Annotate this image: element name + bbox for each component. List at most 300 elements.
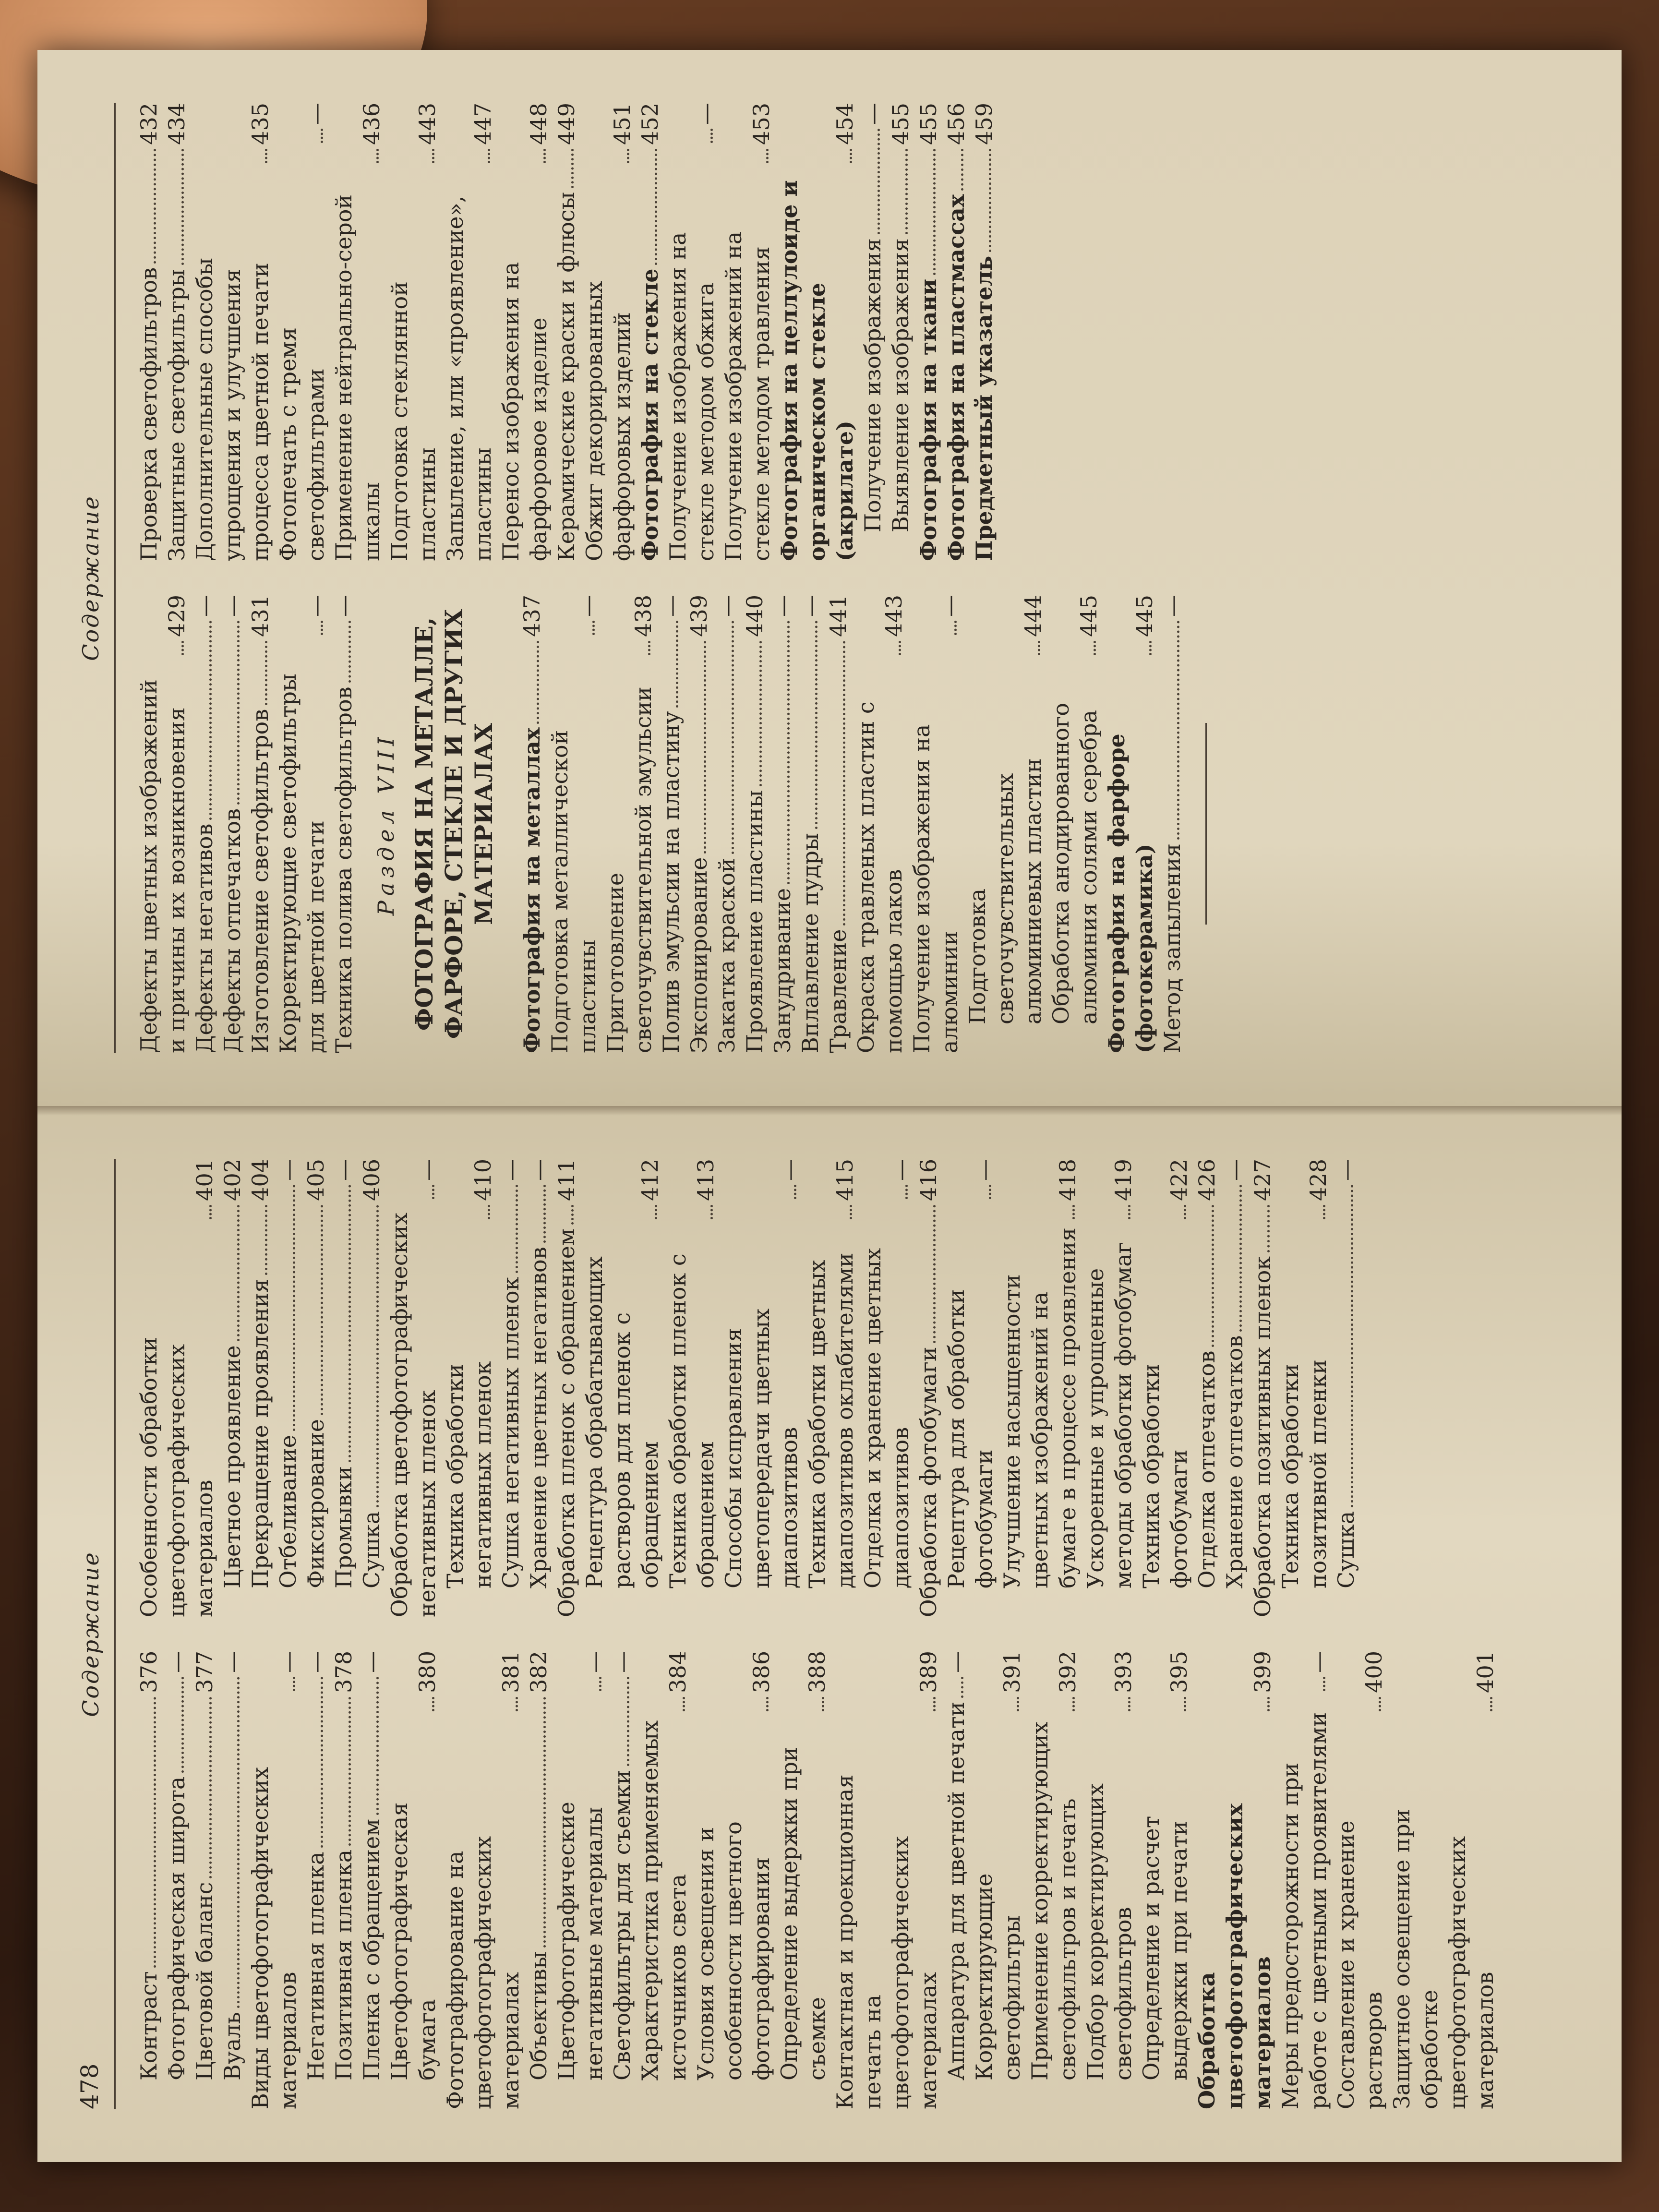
toc-entry-page: — xyxy=(219,595,245,617)
toc-entry xyxy=(497,103,553,561)
toc-entry-title: Контактная и проекционная печать на цветофотографических материалах xyxy=(832,1774,941,2109)
leader-dots xyxy=(154,1697,156,1968)
toc-entry xyxy=(601,595,657,1053)
toc-entry-page: 443 xyxy=(414,103,440,145)
toc-entry-page: — xyxy=(498,1159,524,1181)
leader-dots xyxy=(1017,1697,1019,1711)
leader-dots xyxy=(265,641,267,705)
toc-entry-page: 439 xyxy=(686,595,712,637)
toc-entry-title: Сушка xyxy=(359,1511,385,1588)
leader-dots xyxy=(237,1205,240,1342)
toc-entry-title: Аппаратура для цветной печати xyxy=(943,1701,969,2080)
toc-entry-title: Применение нейтрально-серой шкалы xyxy=(331,194,385,561)
toc-entry-title: Рецептура для обработки фотобумаги xyxy=(943,1289,997,1588)
leader-dots xyxy=(209,621,212,820)
toc-entry-page: — xyxy=(303,1651,329,1673)
leader-dots xyxy=(181,641,184,655)
leader-dots xyxy=(321,129,323,143)
leader-dots xyxy=(321,1205,323,1415)
toc-entry xyxy=(970,103,998,561)
leader-dots xyxy=(766,149,769,163)
toc-column xyxy=(135,1159,1499,1617)
toc-entry-title: Получение изображений на стекле методом травления xyxy=(721,231,774,561)
leader-dots xyxy=(516,1697,518,1711)
toc-entry-page: — xyxy=(1305,1651,1331,1673)
toc-entry-title: Подготовка металлической пластины xyxy=(547,730,601,1053)
toc-entry xyxy=(963,595,1047,1053)
toc-entry-title: Подготовка стеклянной пластины xyxy=(386,281,440,561)
toc-entry-title: Меры предосторожности при работе с цветными проявителями xyxy=(1277,1712,1331,2109)
toc-entry-page: 402 xyxy=(219,1159,245,1201)
leader-dots xyxy=(265,149,267,163)
toc-entry-title: Перенос изображения на фарфоровое изделие xyxy=(498,262,552,561)
toc-entry-title: Корректирующие светофильтры xyxy=(971,1873,1025,2080)
toc-column xyxy=(135,103,1226,561)
toc-entry xyxy=(441,103,497,561)
toc-entry-page: — xyxy=(797,595,823,617)
toc-entry-title: Корректирующие светофильтры для цветной печати xyxy=(275,673,329,1053)
toc-entry-page: 378 xyxy=(331,1651,357,1693)
toc-entry xyxy=(580,1159,664,1617)
toc-entry-page: 436 xyxy=(359,103,385,145)
leader-dots xyxy=(704,641,706,854)
leader-dots xyxy=(537,641,539,724)
toc-entry xyxy=(914,103,942,561)
toc-column xyxy=(135,1651,1499,2109)
leader-dots xyxy=(599,1677,601,1691)
toc-entry-page: 392 xyxy=(1055,1651,1081,1693)
toc-entry xyxy=(831,1651,942,2109)
leader-dots xyxy=(543,1697,546,1948)
leader-dots xyxy=(181,1677,184,1773)
leader-dots xyxy=(905,149,908,234)
toc-entry-page: — xyxy=(331,595,357,617)
toc-entry xyxy=(385,1651,441,2109)
toc-entry xyxy=(1193,1651,1276,2109)
toc-entry-page: 452 xyxy=(637,103,663,145)
toc-entry-page: 412 xyxy=(637,1159,663,1201)
toc-entry-page: — xyxy=(526,1159,552,1181)
toc-entry-title: Цветовой баланс xyxy=(192,1882,217,2080)
toc-entry-page: — xyxy=(303,595,329,617)
toc-entry xyxy=(1137,1159,1193,1617)
toc-entry-page: 388 xyxy=(804,1651,830,1693)
leader-dots xyxy=(1072,1697,1075,1711)
leader-dots xyxy=(822,1697,824,1711)
toc-entry-title: Фиксирование xyxy=(303,1419,329,1588)
toc-entry-title: Фотография на металлах xyxy=(519,727,545,1053)
leader-dots xyxy=(321,621,323,635)
toc-entry-title: Рецептура обрабатывающих растворов для пленок с обращением xyxy=(581,1256,663,1588)
toc-entry xyxy=(803,1159,859,1617)
toc-entry-title: Характеристика применяемых источников света xyxy=(637,1720,691,2080)
toc-entry xyxy=(1332,1159,1360,1617)
toc-entry-page: 426 xyxy=(1194,1159,1220,1201)
leader-dots xyxy=(1128,1697,1130,1711)
toc-entry-title: Фотография на пластмассах xyxy=(943,194,969,561)
leader-dots xyxy=(265,1205,267,1275)
toc-entry-title: Фотографическая широта xyxy=(164,1776,190,2080)
toc-entry-page: 401 xyxy=(192,1159,217,1201)
leader-dots xyxy=(571,1205,574,1225)
leader-dots xyxy=(843,641,845,926)
toc-entry-page: 404 xyxy=(247,1159,273,1201)
toc-entry-page: 393 xyxy=(1110,1651,1136,1693)
toc-entry xyxy=(518,595,546,1053)
toc-entry xyxy=(998,1159,1082,1617)
toc-entry-title: Обработка цветофотографических негативных пленок xyxy=(386,1213,440,1617)
toc-entry xyxy=(796,595,824,1053)
toc-entry-page: — xyxy=(943,1651,969,1673)
toc-entry xyxy=(908,595,963,1053)
toc-entry xyxy=(441,1159,497,1617)
toc-entry xyxy=(657,595,685,1053)
toc-entry-page: — xyxy=(693,103,719,125)
toc-entry-page: — xyxy=(275,1651,301,1673)
leader-dots xyxy=(237,1677,240,2008)
leader-dots xyxy=(376,1205,379,1507)
toc-entry xyxy=(525,1159,553,1617)
toc-entry-page: — xyxy=(776,1159,802,1181)
running-title: Содержание xyxy=(78,495,104,661)
toc-entry-page: 377 xyxy=(192,1651,217,1693)
leader-dots xyxy=(794,1185,796,1199)
toc-entry xyxy=(1332,1651,1388,2109)
toc-entry-page: 435 xyxy=(247,103,273,145)
leader-dots xyxy=(710,1205,713,1219)
toc-entry-title: Фотографирование на цветофотографических материалах xyxy=(442,1836,524,2109)
toc-entry xyxy=(302,1159,330,1617)
leader-dots xyxy=(488,149,490,163)
toc-entry-title: Объективы xyxy=(526,1951,552,2080)
leader-dots xyxy=(571,149,574,188)
toc-entry-page: — xyxy=(658,595,684,617)
toc-entry-title: Дефекты отпечатков xyxy=(219,808,245,1053)
toc-entry-title: Подбор корректирующих светофильтров xyxy=(1082,1783,1136,2080)
toc-column xyxy=(135,595,358,1053)
end-rule xyxy=(1205,723,1207,925)
toc-entry xyxy=(636,1651,692,2109)
toc-entry-title: Изготовление светофильтров xyxy=(247,709,273,1053)
leader-dots xyxy=(488,1205,490,1219)
leader-dots xyxy=(1323,1677,1325,1691)
toc-entry-page: — xyxy=(303,103,329,125)
toc-entry-title: Выявление изображения xyxy=(888,238,914,532)
toc-entry-page: 453 xyxy=(748,103,774,145)
toc-entry xyxy=(441,1651,525,2109)
toc-entry-page: 429 xyxy=(164,595,190,637)
toc-entry xyxy=(741,595,769,1053)
toc-entry-page: 422 xyxy=(1166,1159,1192,1201)
running-title: Содержание xyxy=(78,1551,104,1717)
toc-entry-page: 391 xyxy=(999,1651,1025,1693)
toc-entry-title: Пленка с обращением xyxy=(359,1819,385,2080)
toc-entry-page: 454 xyxy=(832,103,858,145)
toc-entry-page: — xyxy=(575,595,601,617)
leader-dots xyxy=(1239,1185,1242,1332)
right-page-header xyxy=(71,103,116,1053)
leader-dots xyxy=(592,621,595,635)
leader-dots xyxy=(954,621,957,635)
toc-entry-page: — xyxy=(359,1651,385,1673)
toc-entry-title: Определение и расчет выдержки при печати xyxy=(1138,1815,1192,2080)
toc-entry xyxy=(1082,1159,1137,1617)
toc-entry-title: Негативная пленка xyxy=(303,1851,329,2080)
leader-dots xyxy=(543,149,546,163)
toc-entry xyxy=(1193,1159,1221,1617)
toc-entry xyxy=(914,1159,942,1617)
toc-entry-page: 384 xyxy=(665,1651,691,1693)
toc-entry-page: 428 xyxy=(1305,1159,1331,1201)
leader-dots xyxy=(961,149,963,191)
left-page-header xyxy=(71,1159,116,2109)
toc-entry-title: Промывки xyxy=(331,1466,357,1588)
leader-dots xyxy=(432,149,434,163)
toc-entry-title: Сушка xyxy=(1333,1511,1359,1588)
toc-entry-title: Виды цветофотографических материалов xyxy=(247,1767,301,2109)
toc-entry-title: Контраст xyxy=(136,1971,162,2080)
toc-entry-page: — xyxy=(888,1159,914,1181)
toc-entry-page: — xyxy=(1222,1159,1248,1181)
toc-entry-page: 448 xyxy=(526,103,552,145)
toc-entry-title: Фотография на стекле xyxy=(637,268,663,561)
leader-dots xyxy=(349,1697,351,1846)
leader-dots xyxy=(655,1205,657,1219)
toc-entry-page: 406 xyxy=(359,1159,385,1201)
leader-dots xyxy=(627,149,629,163)
toc-entry-page: 427 xyxy=(1250,1159,1275,1201)
toc-entry-title: Керамические краски и флюсы xyxy=(553,192,579,561)
toc-entry-title: Прекращение проявления xyxy=(247,1278,273,1588)
toc-entry-title: Занудривание xyxy=(769,888,795,1053)
toc-entry-page: 401 xyxy=(1472,1651,1498,1693)
toc-entry xyxy=(664,103,720,561)
toc-entry xyxy=(191,595,218,1053)
toc-entry-title: Хранение отпечатков xyxy=(1222,1335,1248,1588)
toc-entry-title: Проявление пластины xyxy=(742,790,768,1053)
toc-entry-title: Техника обработки фотобумаги xyxy=(1138,1363,1192,1588)
toc-entry-page: 415 xyxy=(832,1159,858,1201)
toc-entry-page: — xyxy=(769,595,795,617)
toc-entry xyxy=(775,1651,831,2109)
leader-dots xyxy=(850,149,852,163)
leader-dots xyxy=(1323,1205,1325,1219)
toc-entry-title: Дефекты негативов xyxy=(192,823,217,1053)
toc-entry-page: 431 xyxy=(247,595,273,637)
toc-entry xyxy=(1137,1651,1193,2109)
toc-entry xyxy=(824,595,852,1053)
section-label: Раздел VIII xyxy=(373,732,399,916)
leader-dots xyxy=(321,1677,323,1848)
toc-entry-page: — xyxy=(937,595,962,617)
leader-dots xyxy=(1379,1697,1381,1711)
leader-dots xyxy=(759,641,762,786)
toc-entry xyxy=(497,1159,525,1617)
toc-entry-title: Определение выдержки при съемке xyxy=(776,1747,830,2080)
toc-entry-title: Вплавление пудры xyxy=(797,833,823,1053)
section-title: ФОТОГРАФИЯ НА МЕТАЛЛЕ, ФАРФОРЕ, СТЕКЛЕ И ДРУГИХ МАТЕРИАЛАХ xyxy=(410,609,498,1039)
leader-dots xyxy=(181,149,184,265)
toc-entry-title: Метод запыления xyxy=(1159,843,1185,1053)
toc-entry xyxy=(274,103,330,561)
toc-entry-title: Полив эмульсии на пластину xyxy=(658,711,684,1053)
toc-entry-page: 434 xyxy=(164,103,190,145)
leader-dots xyxy=(655,149,657,265)
leader-dots xyxy=(1128,1205,1130,1219)
toc-entry-title: Отделка и хранение цветных диапозитивов xyxy=(860,1248,914,1588)
toc-entry xyxy=(720,1159,803,1617)
toc-entry-page: — xyxy=(1159,595,1185,617)
toc-entry-title: Обработка цветофотографических материалов xyxy=(1194,1803,1275,2109)
leader-dots xyxy=(1490,1697,1492,1711)
toc-entry-page: 376 xyxy=(136,1651,162,1693)
toc-entry xyxy=(942,103,970,561)
toc-entry-title: Запыление, или «проявление», пластины xyxy=(442,195,496,561)
toc-entry-title: Хранение цветных негативов xyxy=(526,1247,552,1588)
leader-dots xyxy=(899,641,901,655)
leader-dots xyxy=(710,129,713,143)
leader-dots xyxy=(1184,1205,1186,1219)
toc-entry xyxy=(330,1651,358,2109)
toc-entry-page: 438 xyxy=(630,595,656,637)
leader-dots xyxy=(1094,641,1096,655)
toc-entry xyxy=(692,1651,775,2109)
toc-entry xyxy=(775,103,859,561)
page-number: 478 xyxy=(76,2063,104,2109)
toc-entry xyxy=(546,595,601,1053)
leader-dots xyxy=(683,1697,685,1711)
toc-entry xyxy=(1276,1651,1332,2109)
toc-entry-title: Особенности обработки цветофотографических материалов xyxy=(136,1336,217,1617)
toc-entry-page: — xyxy=(971,1159,997,1181)
toc-entry-title: Обработка пленок с обращением xyxy=(553,1228,579,1617)
leader-dots xyxy=(432,1697,434,1711)
leader-dots xyxy=(1212,1205,1214,1347)
toc-entry xyxy=(1103,595,1158,1053)
toc-entry xyxy=(1047,595,1103,1053)
leader-dots xyxy=(376,1677,379,1815)
leader-dots xyxy=(1267,1205,1270,1252)
toc-entry-title: Получение изображения на стекле методом обжига xyxy=(665,232,719,561)
toc-entry xyxy=(246,595,274,1053)
leader-dots xyxy=(815,621,817,829)
toc-entry xyxy=(246,1651,302,2109)
toc-entry-title: Предметный указатель xyxy=(971,255,997,561)
toc-entry-title: Дефекты цветных изображений и причины их возникновения xyxy=(136,679,190,1053)
toc-entry-page: 455 xyxy=(888,103,914,145)
toc-entry-title: Отделка отпечатков xyxy=(1194,1350,1220,1588)
toc-entry-title: Улучшение насыщенности цветных изображений на бумаге в процессе проявления xyxy=(999,1227,1081,1588)
leader-dots xyxy=(878,129,880,234)
leader-dots xyxy=(432,1185,434,1199)
toc-entry xyxy=(1388,1651,1499,2109)
toc-entry-page: 459 xyxy=(971,103,997,145)
toc-entry xyxy=(358,1159,385,1617)
toc-entry-title: Окраска травленых пластин с помощью лаков xyxy=(853,701,907,1053)
toc-entry-title: Обработка позитивных пленок xyxy=(1250,1256,1275,1617)
toc-entry xyxy=(246,1159,274,1617)
toc-column xyxy=(518,595,1186,1053)
toc-entry-title: Защитное освещение при обработке цветофотографических материалов xyxy=(1389,1809,1498,2109)
toc-entry xyxy=(859,1159,914,1617)
toc-entry-page: 399 xyxy=(1250,1651,1275,1693)
toc-entry-title: Способы исправления цветопередачи цветных диапозитивов xyxy=(721,1308,802,1588)
toc-entry xyxy=(713,595,741,1053)
toc-entry-page: — xyxy=(192,595,217,617)
leader-dots xyxy=(293,1185,295,1431)
toc-entry-title: Цветофотографические негативные материалы xyxy=(553,1802,607,2080)
toc-entry-page: 443 xyxy=(881,595,907,637)
leader-dots xyxy=(1038,641,1040,655)
toc-entry xyxy=(1082,1651,1137,2109)
leader-dots xyxy=(850,1205,852,1219)
toc-entry xyxy=(274,595,330,1053)
toc-entry-page: 405 xyxy=(303,1159,329,1201)
toc-entry-title: Цветное проявление xyxy=(219,1345,245,1588)
toc-entry-page: 437 xyxy=(519,595,545,637)
toc-entry xyxy=(664,1159,720,1617)
toc-entry-title: Фотография на целлулоиде и органическом стекле (акрилате) xyxy=(776,180,858,561)
toc-entry-page: — xyxy=(414,1159,440,1181)
toc-entry-title: Составление и хранение растворов xyxy=(1333,1820,1387,2109)
toc-entry-page: — xyxy=(860,103,886,125)
toc-entry-title: Закатка краской xyxy=(714,858,740,1053)
toc-entry-title: Подготовка светочувствительных алюминиевых пластин xyxy=(964,758,1046,1024)
toc-entry xyxy=(685,595,713,1053)
leader-dots xyxy=(905,1185,908,1199)
toc-entry xyxy=(1158,595,1186,1053)
right-page xyxy=(37,50,1622,1106)
leader-dots xyxy=(627,1677,629,1766)
leader-dots xyxy=(1072,1205,1075,1219)
toc-entry-title: Фотография на ткани xyxy=(915,278,941,561)
toc-entry xyxy=(553,103,580,561)
leader-dots xyxy=(933,149,936,275)
leader-dots xyxy=(349,1185,351,1462)
leader-dots xyxy=(787,621,790,884)
toc-entry-title: Защитные светофильтры xyxy=(164,269,190,561)
toc-entry xyxy=(330,1159,358,1617)
toc-entry-title: Техника обработки цветных диапозитивов оклабителями xyxy=(804,1252,858,1588)
toc-entry-title: Фотография на фарфоре (фотокерамика) xyxy=(1104,733,1157,1053)
toc-entry-title: Цветофотографическая бумага xyxy=(386,1802,440,2080)
toc-entry-title: Проверка светофильтров xyxy=(136,267,162,561)
leader-dots xyxy=(516,1185,518,1273)
toc-entry-page: 395 xyxy=(1166,1651,1192,1693)
toc-entry xyxy=(163,103,191,561)
leader-dots xyxy=(1267,1697,1270,1711)
toc-entry xyxy=(302,1651,330,2109)
toc-entry-page: 445 xyxy=(1076,595,1102,637)
toc-entry-page: — xyxy=(331,1159,357,1181)
toc-entry xyxy=(135,1159,218,1617)
toc-entry-title: Получение изображения на алюминии xyxy=(909,724,962,1053)
toc-entry xyxy=(135,103,163,561)
toc-entry xyxy=(163,1651,191,2109)
leader-dots xyxy=(1149,641,1152,655)
toc-entry xyxy=(1221,1159,1249,1617)
leader-dots xyxy=(543,1185,546,1243)
toc-entry-page: 456 xyxy=(943,103,969,145)
toc-entry-page: 444 xyxy=(1020,595,1046,637)
toc-entry-title: Техника обработки позитивной пленки xyxy=(1277,1359,1331,1588)
toc-entry xyxy=(1249,1159,1276,1617)
leader-dots xyxy=(648,641,650,655)
toc-entry xyxy=(218,595,246,1053)
leader-dots xyxy=(376,149,379,163)
toc-entry xyxy=(330,595,358,1053)
toc-entry xyxy=(970,1651,1026,2109)
